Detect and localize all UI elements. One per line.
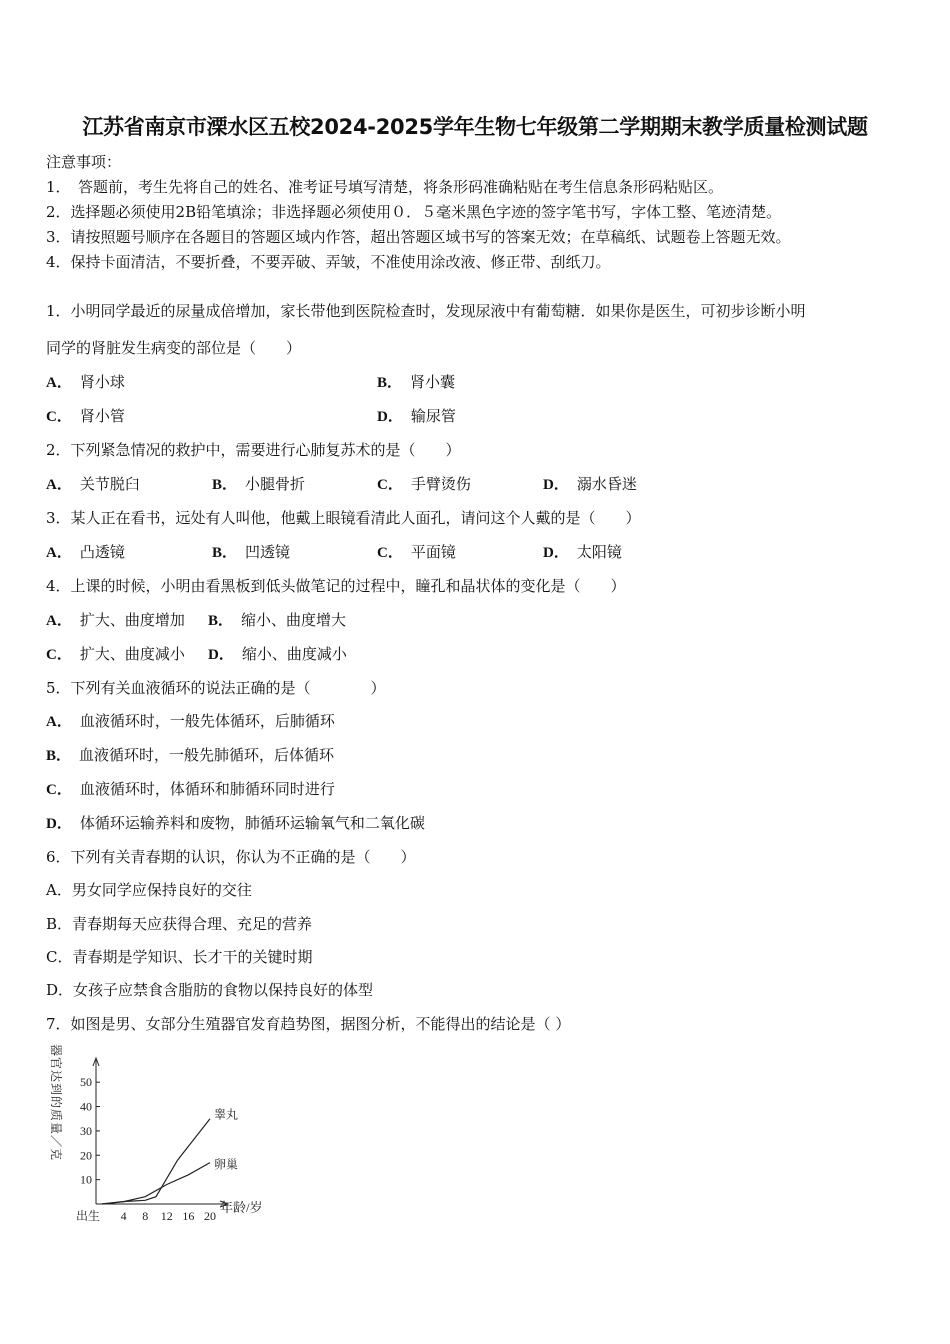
option-b[interactable]: B．青春期每天应获得合理、充足的营养	[46, 915, 313, 933]
option-a[interactable]: A． 肾小球	[46, 373, 125, 391]
option-b[interactable]: B． 缩小、曲度增大	[208, 611, 347, 629]
y-tick-label: 20	[80, 1148, 92, 1163]
y-axis-label: 器官达到的质量／克	[49, 1044, 63, 1162]
notice-item: 3．请按照题号顺序在各题目的答题区域内作答，超出答题区域书写的答案无效；在草稿纸、试题卷上答题无效。	[46, 228, 791, 246]
option-c[interactable]: C．青春期是学知识、长才干的关键时期	[46, 948, 313, 966]
organ-growth-chart	[40, 1040, 280, 1230]
y-tick-label: 50	[80, 1075, 92, 1090]
y-tick-label: 30	[80, 1123, 92, 1138]
x-tick-label: 20	[204, 1209, 216, 1223]
question-stem: 5．下列有关血液循环的说法正确的是（ ）	[46, 679, 386, 697]
notice-item: 1． 答题前，考生先将自己的姓名、准考证号填写清楚，将条形码准确粘贴在考生信息条形码粘贴区。	[46, 178, 724, 196]
question-stem: 6．下列有关青春期的认识，你认为不正确的是（ ）	[46, 848, 416, 866]
option-a[interactable]: A． 关节脱臼	[46, 475, 140, 493]
x-axis-label: 年龄/岁	[220, 1200, 263, 1215]
series-line	[102, 1163, 210, 1204]
x-tick-label: 出生	[75, 1209, 101, 1223]
option-d[interactable]: D．女孩子应禁食含脂肪的食物以保持良好的体型	[46, 981, 374, 999]
question-stem: 1．小明同学最近的尿量成倍增加，家长带他到医院检查时，发现尿液中有葡萄糖．如果你是医生，可初步诊断小明	[46, 302, 806, 320]
series-label: 卵巢	[214, 1157, 239, 1172]
x-tick-label: 12	[160, 1209, 173, 1223]
question-stem: 2．下列紧急情况的救护中，需要进行心肺复苏术的是（ ）	[46, 441, 461, 459]
option-d[interactable]: D． 缩小、曲度减小	[208, 645, 347, 663]
option-d[interactable]: D． 体循环运输养料和废物，肺循环运输氧气和二氧化碳	[46, 814, 425, 832]
x-tick-label: 4	[120, 1209, 127, 1223]
question-stem: 7．如图是男、女部分生殖器官发育趋势图，据图分析，不能得出的结论是（ ）	[46, 1015, 571, 1033]
series-label: 睾丸	[214, 1107, 239, 1122]
y-tick-label: 40	[80, 1099, 92, 1114]
x-tick-label: 16	[182, 1209, 195, 1223]
option-b[interactable]: B． 肾小囊	[377, 373, 456, 391]
x-tick-label: 8	[142, 1209, 149, 1223]
option-c[interactable]: C． 扩大、曲度减小	[46, 645, 185, 663]
option-b[interactable]: B． 凹透镜	[212, 543, 291, 561]
question-stem: 4．上课的时候，小明由看黑板到低头做笔记的过程中，瞳孔和晶状体的变化是（ ）	[46, 577, 626, 595]
option-a[interactable]: A． 血液循环时，一般先体循环，后肺循环	[46, 712, 335, 730]
question-stem: 3．某人正在看书，远处有人叫他，他戴上眼镜看清此人面孔，请问这个人戴的是（ ）	[46, 509, 641, 527]
option-c[interactable]: C． 血液循环时，体循环和肺循环同时进行	[46, 780, 335, 798]
option-d[interactable]: D． 太阳镜	[543, 543, 622, 561]
notice-heading: 注意事项：	[46, 153, 122, 171]
y-tick-label: 10	[80, 1172, 92, 1187]
option-d[interactable]: D． 溺水昏迷	[543, 475, 637, 493]
option-c[interactable]: C． 平面镜	[377, 543, 456, 561]
option-b[interactable]: B． 血液循环时，一般先肺循环，后体循环	[46, 746, 335, 764]
option-a[interactable]: A． 扩大、曲度增加	[46, 611, 185, 629]
option-d[interactable]: D． 输尿管	[377, 407, 456, 425]
option-b[interactable]: B． 小腿骨折	[212, 475, 306, 493]
option-a[interactable]: A． 凸透镜	[46, 543, 125, 561]
page-title: 江苏省南京市溧水区五校2024-2025学年生物七年级第二学期期末教学质量检测试题	[82, 115, 868, 139]
question-stem: 同学的肾脏发生病变的部位是（ ）	[46, 339, 302, 357]
option-a[interactable]: A．男女同学应保持良好的交往	[46, 881, 252, 899]
option-c[interactable]: C． 手臂烫伤	[377, 475, 471, 493]
notice-item: 4．保持卡面清洁，不要折叠，不要弄破、弄皱，不准使用涂改液、修正带、刮纸刀。	[46, 253, 611, 271]
notice-item: 2．选择题必须使用2B铅笔填涂；非选择题必须使用０．５毫米黑色字迹的签字笔书写，字体工整、笔迹清楚。	[46, 203, 782, 221]
option-c[interactable]: C． 肾小管	[46, 407, 125, 425]
